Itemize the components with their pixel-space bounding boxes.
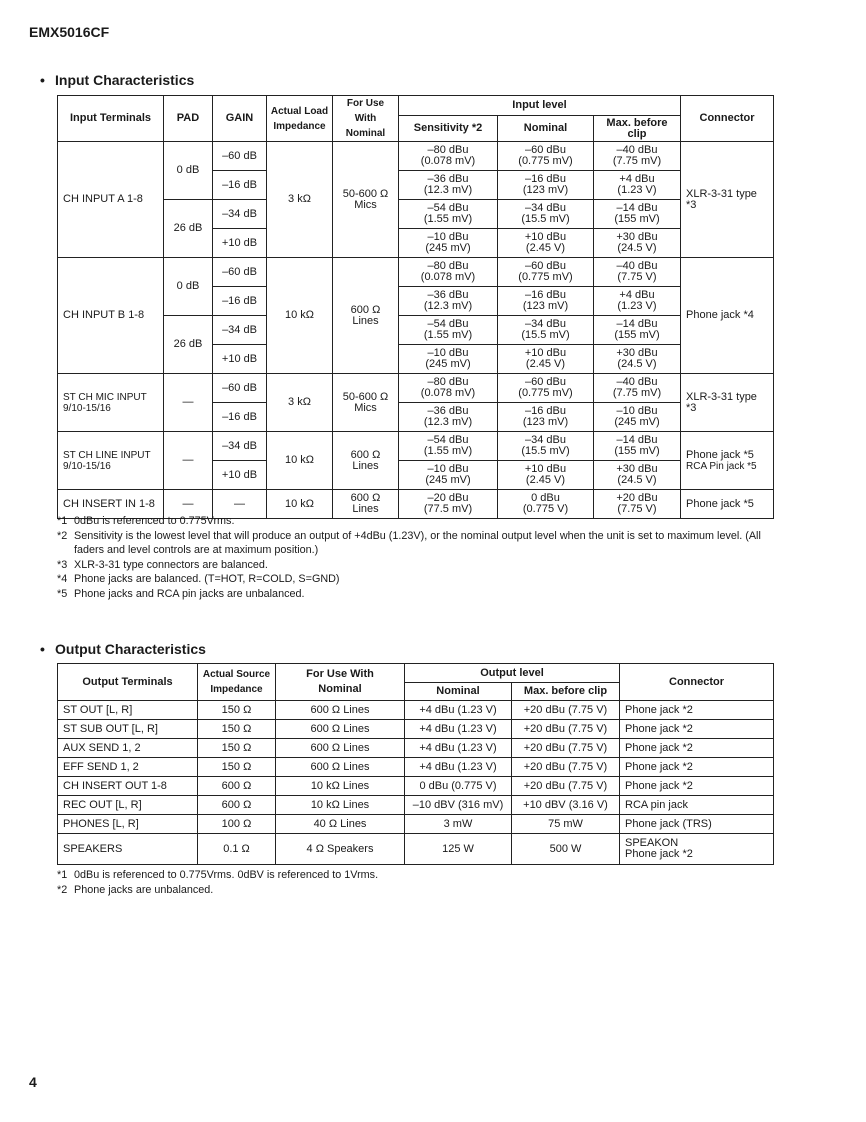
header-load-impedance: Actual Load Impedance [267,96,333,142]
gain-value: –16 dB [213,287,267,316]
header-output-terminals: Output Terminals [58,664,198,701]
max-before-clip-value: +4 dBu (1.23 V) [594,171,681,200]
nominal-value: –60 dBu (0.775 mV) [498,258,594,287]
max-before-clip-value: +20 dBu (7.75 V) [512,777,620,796]
nominal-value: –34 dBu (15.5 mV) [498,316,594,345]
nominal-value: +4 dBu (1.23 V) [405,739,512,758]
terminal-name: CH INSERT IN 1-8 [58,490,164,519]
gain-value: –16 dB [213,403,267,432]
for-use-with: 50-600 Ω Mics [333,142,399,258]
max-before-clip-value: –14 dBu (155 mV) [594,316,681,345]
sensitivity-value: –80 dBu (0.078 mV) [399,142,498,171]
max-before-clip-value: +30 dBu (24.5 V) [594,229,681,258]
bullet-icon: • [40,641,45,657]
max-before-clip-value: –14 dBu (155 mV) [594,200,681,229]
max-before-clip-value: –40 dBu (7.75 V) [594,258,681,287]
gain-value: –34 dB [213,432,267,461]
nominal-value: –60 dBu (0.775 mV) [498,374,594,403]
pad-value: — [164,374,213,432]
note-item: *1 0dBu is referenced to 0.775Vrms. 0dBV is referenced to 1Vrms. [57,869,379,881]
sensitivity-value: –36 dBu (12.3 mV) [399,403,498,432]
header-connector: Connector [681,96,774,142]
output-notes [57,868,777,897]
nominal-value: –16 dBu (123 mV) [498,171,594,200]
connector-value: Phone jack *4 [681,258,774,374]
source-impedance: 100 Ω [198,815,276,834]
source-impedance: 150 Ω [198,758,276,777]
max-before-clip-value: +4 dBu (1.23 V) [594,287,681,316]
note-item: *2 Phone jacks are unbalanced. [57,883,214,896]
header-source-impedance: Actual Source Impedance [198,664,276,701]
gain-value: +10 dB [213,229,267,258]
max-before-clip-value: +30 dBu (24.5 V) [594,345,681,374]
nominal-value: –60 dBu (0.775 mV) [498,142,594,171]
page-number: 4 [29,1074,37,1090]
max-before-clip-value: +20 dBu (7.75 V) [512,758,620,777]
for-use-with: 4 Ω Speakers [276,834,405,865]
terminal-name: PHONES [L, R] [58,815,198,834]
max-before-clip-value: –40 dBu (7.75 mV) [594,374,681,403]
sensitivity-value: –80 dBu (0.078 mV) [399,374,498,403]
header-input-terminals: Input Terminals [58,96,164,142]
connector-value: Phone jack *2 [620,720,774,739]
for-use-with: 10 kΩ Lines [276,777,405,796]
nominal-value: 0 dBu (0.775 V) [405,777,512,796]
nominal-value: –34 dBu (15.5 mV) [498,200,594,229]
table-row [58,316,774,345]
output-title-text: Output Characteristics [55,641,206,657]
sensitivity-value: –10 dBu (245 mV) [399,229,498,258]
nominal-value: +4 dBu (1.23 V) [405,720,512,739]
terminal-name: CH INPUT A 1-8 [58,142,164,258]
gain-value: –34 dB [213,316,267,345]
connector-value: Phone jack *5 RCA Pin jack *5 [681,432,774,490]
nominal-value: +10 dBu (2.45 V) [498,461,594,490]
sensitivity-value: –36 dBu (12.3 mV) [399,171,498,200]
header-connector: Connector [620,664,774,701]
pad-value: 0 dB [164,142,213,200]
gain-value: — [213,490,267,519]
load-impedance: 10 kΩ [267,490,333,519]
gain-value: –34 dB [213,200,267,229]
nominal-value: 3 mW [405,815,512,834]
for-use-with: 50-600 Ω Mics [333,374,399,432]
header-for-use-with: For Use With Nominal [276,664,405,701]
nominal-value: 125 W [405,834,512,865]
max-before-clip-value: +30 dBu (24.5 V) [594,461,681,490]
max-before-clip-value: –14 dBu (155 mV) [594,432,681,461]
gain-value: –60 dB [213,258,267,287]
nominal-value: –34 dBu (15.5 mV) [498,432,594,461]
pad-value: 0 dB [164,258,213,316]
output-section-title [40,641,206,657]
table-row [58,796,774,815]
table-row [58,739,774,758]
for-use-with: 40 Ω Lines [276,815,405,834]
terminal-name: AUX SEND 1, 2 [58,739,198,758]
source-impedance: 150 Ω [198,739,276,758]
max-before-clip-value: +20 dBu (7.75 V) [512,701,620,720]
input-section-title [40,72,194,88]
bullet-icon: • [40,72,45,88]
terminal-name: ST CH MIC INPUT 9/10-15/16 [58,374,164,432]
model-name: EMX5016CF [29,24,110,40]
for-use-with: 10 kΩ Lines [276,796,405,815]
sensitivity-value: –54 dBu (1.55 mV) [399,316,498,345]
table-row [58,701,774,720]
table-row [58,142,774,171]
table-row [58,258,774,287]
header-max-before-clip: Max. before clip [512,683,620,701]
source-impedance: 600 Ω [198,777,276,796]
max-before-clip-value: +20 dBu (7.75 V) [594,490,681,519]
pad-value: 26 dB [164,316,213,374]
sensitivity-value: –20 dBu (77.5 mV) [399,490,498,519]
sensitivity-value: –54 dBu (1.55 mV) [399,200,498,229]
input-title-text: Input Characteristics [55,72,195,88]
nominal-value: 0 dBu (0.775 V) [498,490,594,519]
sensitivity-value: –36 dBu (12.3 mV) [399,287,498,316]
sensitivity-value: –54 dBu (1.55 mV) [399,432,498,461]
max-before-clip-value: –40 dBu (7.75 mV) [594,142,681,171]
for-use-with: 600 Ω Lines [333,490,399,519]
nominal-value: +10 dBu (2.45 V) [498,229,594,258]
nominal-value: –16 dBu (123 mV) [498,403,594,432]
for-use-with: 600 Ω Lines [333,432,399,490]
connector-value: Phone jack *2 [620,777,774,796]
sensitivity-value: –10 dBu (245 mV) [399,461,498,490]
sensitivity-value: –10 dBu (245 mV) [399,345,498,374]
for-use-with: 600 Ω Lines [276,701,405,720]
table-row [58,758,774,777]
for-use-with: 600 Ω Lines [276,720,405,739]
nominal-value: –10 dBV (316 mV) [405,796,512,815]
header-sensitivity: Sensitivity *2 [399,116,498,142]
header-nominal: Nominal [405,683,512,701]
table-row [58,777,774,796]
load-impedance: 10 kΩ [267,258,333,374]
gain-value: –60 dB [213,374,267,403]
header-output-level: Output level [405,664,620,683]
nominal-value: +4 dBu (1.23 V) [405,701,512,720]
terminal-name: REC OUT [L, R] [58,796,198,815]
header-nominal: Nominal [498,116,594,142]
connector-value: Phone jack *2 [620,701,774,720]
header-max-before-clip: Max. before clip [594,116,681,142]
connector-value: Phone jack *2 [620,758,774,777]
gain-value: +10 dB [213,461,267,490]
connector-value: Phone jack *2 [620,739,774,758]
source-impedance: 0.1 Ω [198,834,276,865]
max-before-clip-value: +10 dBV (3.16 V) [512,796,620,815]
sensitivity-value: –80 dBu (0.078 mV) [399,258,498,287]
table-row [58,432,774,461]
header-for-use-with: For Use With Nominal [333,96,399,142]
table-row [58,834,774,865]
nominal-value: –16 dBu (123 mV) [498,287,594,316]
terminal-name: CH INPUT B 1-8 [58,258,164,374]
max-before-clip-value: 75 mW [512,815,620,834]
note-item: *5 Phone jacks and RCA pin jacks are unbalanced. [57,587,305,600]
connector-value: XLR-3-31 type *3 [681,374,774,432]
table-row [58,815,774,834]
note-item: *3 XLR-3-31 type connectors are balanced. [57,558,268,571]
gain-value: –60 dB [213,142,267,171]
for-use-with: 600 Ω Lines [276,739,405,758]
output-table [57,663,774,865]
max-before-clip-value: +20 dBu (7.75 V) [512,720,620,739]
table-row [58,374,774,403]
gain-value: +10 dB [213,345,267,374]
note-item: *1 0dBu is referenced to 0.775Vrms. [57,515,235,527]
connector-value: Phone jack (TRS) [620,815,774,834]
input-notes [57,514,777,601]
max-before-clip-value: 500 W [512,834,620,865]
terminal-name: ST OUT [L, R] [58,701,198,720]
for-use-with: 600 Ω Lines [333,258,399,374]
note-item: *4 Phone jacks are balanced. (T=HOT, R=COLD, S=GND) [57,573,340,585]
gain-value: –16 dB [213,171,267,200]
load-impedance: 10 kΩ [267,432,333,490]
header-gain: GAIN [213,96,267,142]
pad-value: — [164,490,213,519]
pad-value: — [164,432,213,490]
note-item: *2 Sensitivity is the lowest level that will produce an output of +4dBu (1.23V), or the nominal output level when the unit is set to maximum level. (All faders and level controls are at maximum position.) [57,529,761,556]
max-before-clip-value: –10 dBu (245 mV) [594,403,681,432]
terminal-name: SPEAKERS [58,834,198,865]
load-impedance: 3 kΩ [267,142,333,258]
pad-value: 26 dB [164,200,213,258]
terminal-name: ST CH LINE INPUT 9/10-15/16 [58,432,164,490]
connector-value: XLR-3-31 type *3 [681,142,774,258]
table-row [58,720,774,739]
input-table [57,95,774,519]
connector-value: Phone jack *5 [681,490,774,519]
connector-value: RCA pin jack [620,796,774,815]
terminal-name: ST SUB OUT [L, R] [58,720,198,739]
source-impedance: 150 Ω [198,701,276,720]
terminal-name: EFF SEND 1, 2 [58,758,198,777]
max-before-clip-value: +20 dBu (7.75 V) [512,739,620,758]
nominal-value: +4 dBu (1.23 V) [405,758,512,777]
connector-value: SPEAKON Phone jack *2 [620,834,774,865]
source-impedance: 600 Ω [198,796,276,815]
nominal-value: +10 dBu (2.45 V) [498,345,594,374]
source-impedance: 150 Ω [198,720,276,739]
table-row [58,200,774,229]
terminal-name: CH INSERT OUT 1-8 [58,777,198,796]
load-impedance: 3 kΩ [267,374,333,432]
header-input-level: Input level [399,96,681,116]
header-pad: PAD [164,96,213,142]
for-use-with: 600 Ω Lines [276,758,405,777]
